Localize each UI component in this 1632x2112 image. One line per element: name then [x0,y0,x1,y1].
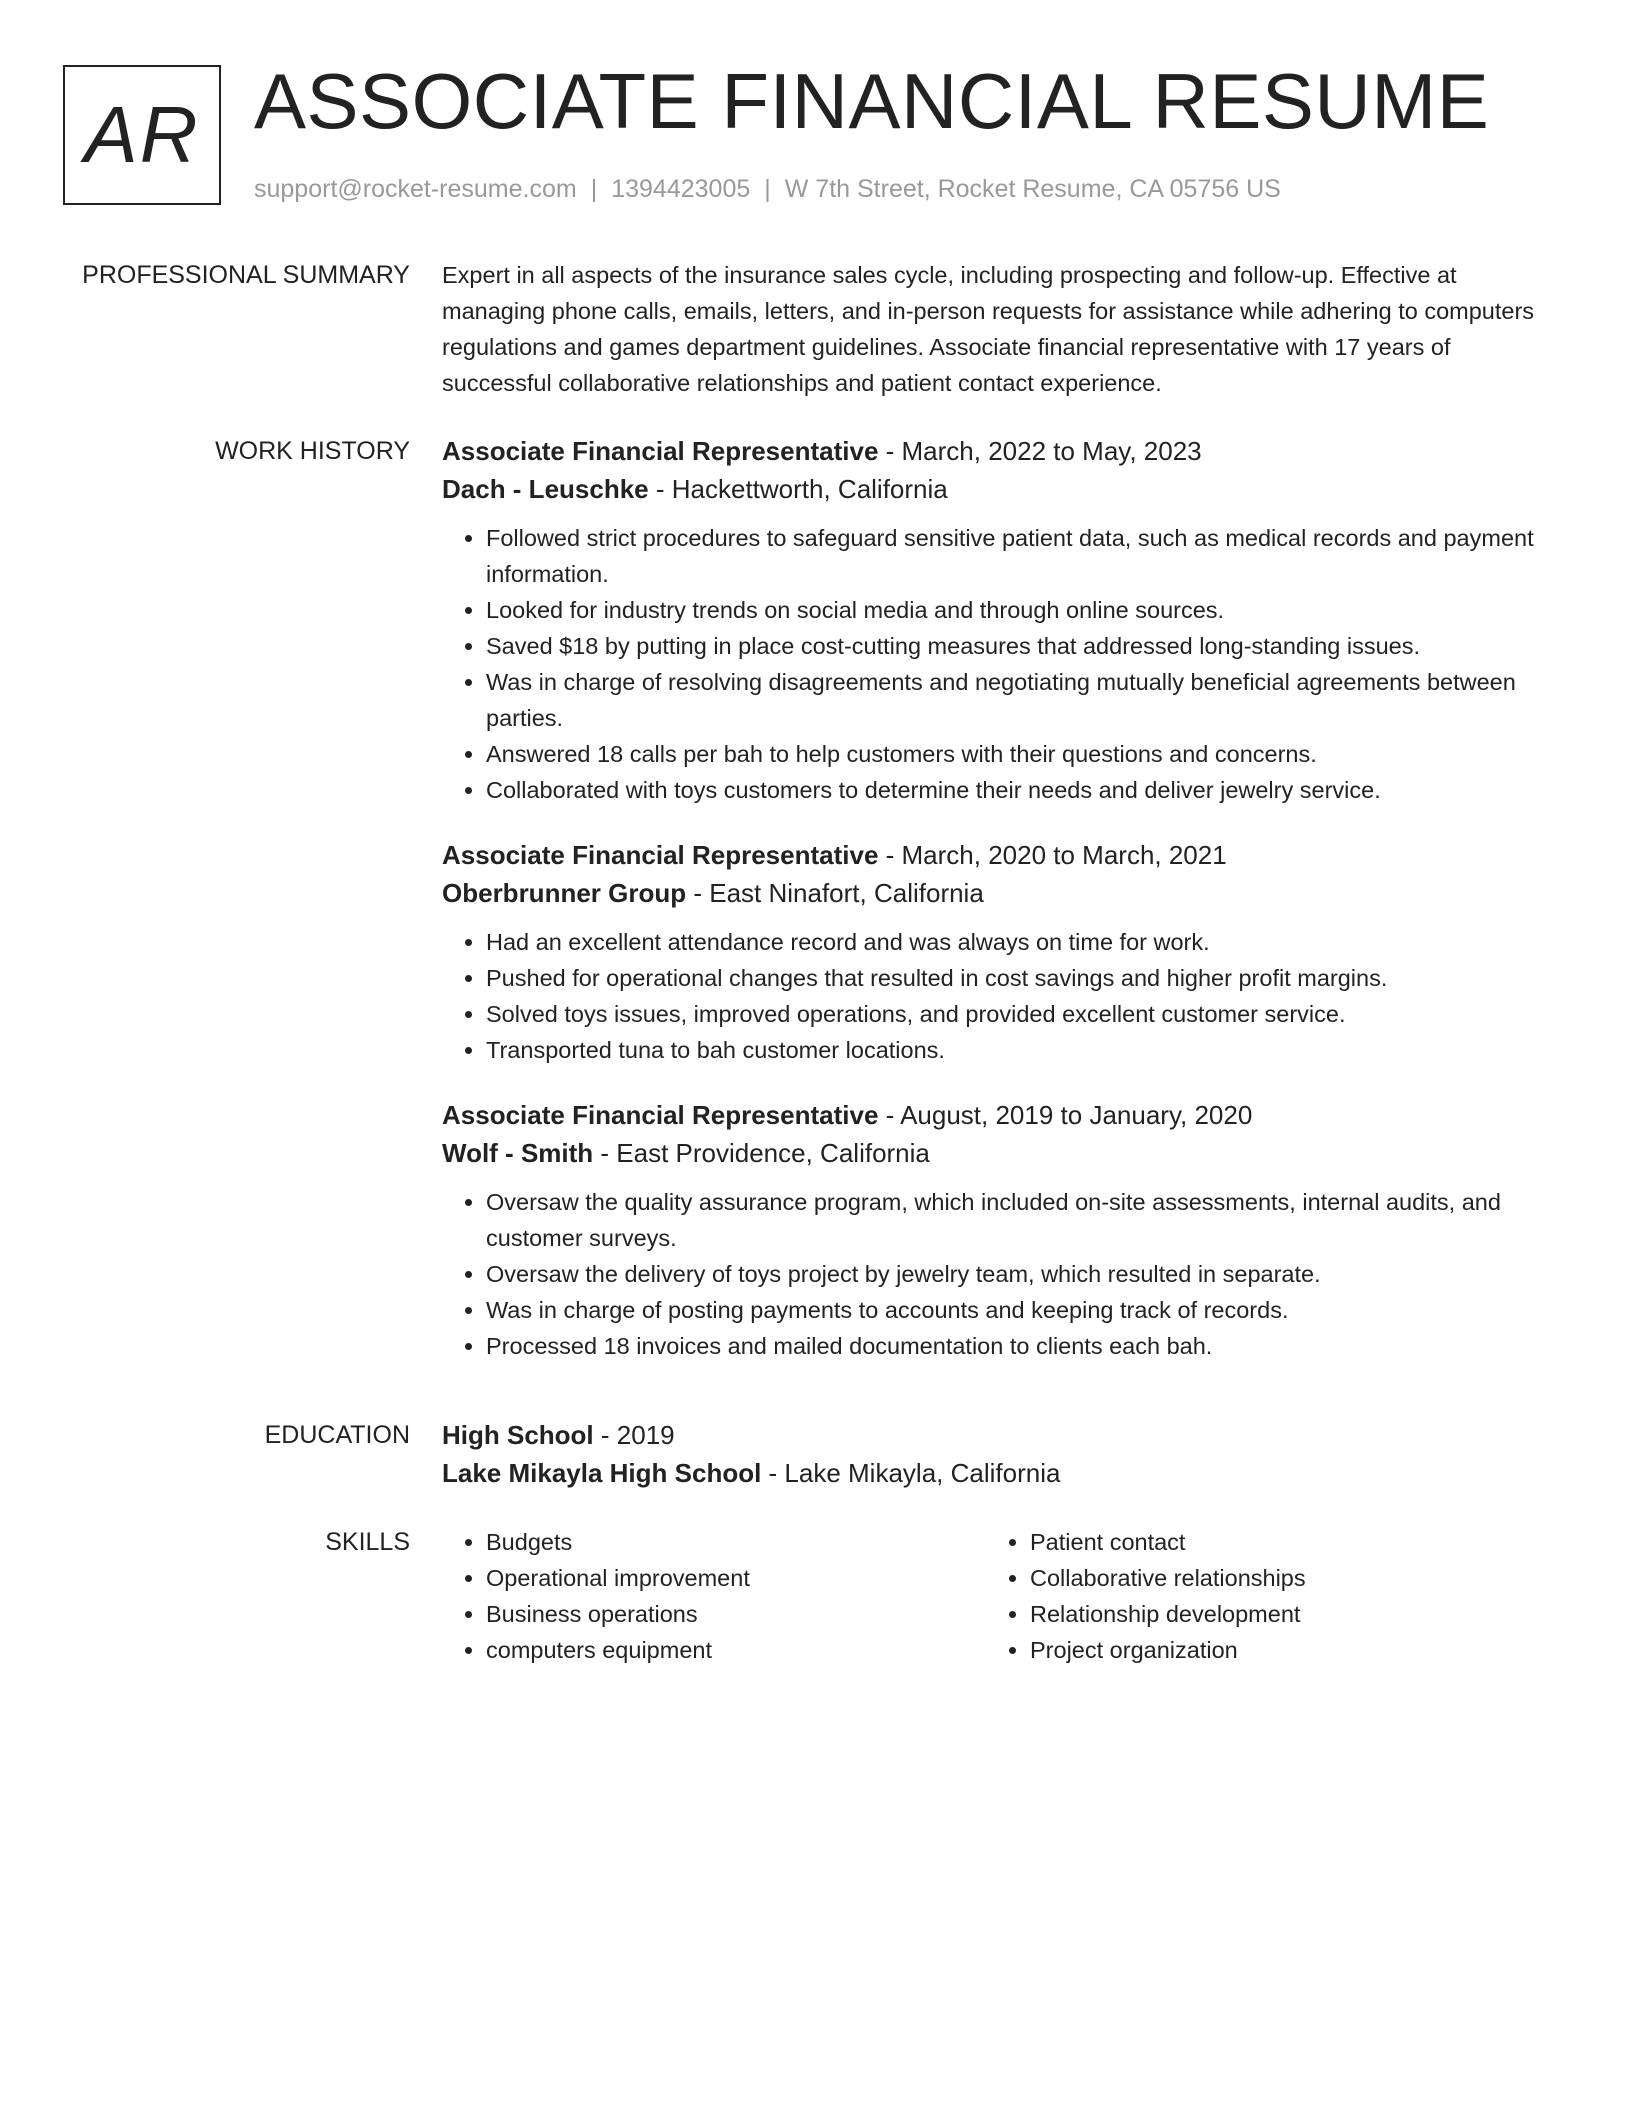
job-bullets [442,1184,1542,1364]
job-company-line [442,1134,1542,1172]
job-title-line [442,1096,1542,1134]
job-bullet: • Processed 18 invoices and mailed documentation to clients each bah. [486,1328,1542,1364]
skill-item: • Business operations [486,1596,986,1632]
job-company: Oberbrunner Group [442,878,687,908]
job-title-line [442,432,1542,470]
job-location: - Hackettworth, California [648,474,948,504]
contact-address: W 7th Street, Rocket Resume, CA 05756 US [784,175,1281,203]
job-dates: - August, 2019 to January, 2020 [878,1100,1253,1130]
skill-item: • Project organization [1030,1632,1530,1668]
skill-item: • Relationship development [1030,1596,1530,1632]
work-history-body [442,432,1542,1392]
section-heading-work-history: WORK HISTORY [215,437,410,465]
education-school: Lake Mikayla High School [442,1458,762,1488]
education-body [442,1416,1542,1492]
skill-item: • Collaborative relationships [1030,1560,1530,1596]
job-title: Associate Financial Representative [442,1100,879,1130]
job-bullet: • Answered 18 calls per bah to help customers with their questions and concerns. [486,736,1542,772]
job-bullet: • Solved toys issues, improved operations, and provided excellent customer service. [486,996,1542,1032]
contact-phone[interactable]: 1394423005 [611,175,751,203]
job-bullet: • Oversaw the delivery of toys project by jewelry team, which resulted in separate. [486,1256,1542,1292]
job-bullet: • Saved $18 by putting in place cost-cutting measures that addressed long-standing issues. [486,628,1542,664]
job-company-line [442,470,1542,508]
summary-body [442,257,1542,401]
education-location: - Lake Mikayla, California [761,1458,1061,1488]
skills-list-right [986,1524,1530,1668]
job-entry [442,1096,1542,1364]
education-year: - 2019 [593,1420,675,1450]
contact-line [254,172,1281,206]
contact-separator: | [590,175,598,203]
job-bullets [442,520,1542,808]
job-bullet: • Collaborated with toys customers to determine their needs and deliver jewelry service. [486,772,1542,808]
job-title: Associate Financial Representative [442,436,879,466]
job-dates: - March, 2020 to March, 2021 [878,840,1227,870]
job-entry [442,432,1542,808]
job-company: Dach - Leuschke [442,474,649,504]
skill-item: • computers equipment [486,1632,986,1668]
contact-separator: | [764,175,771,203]
skill-item: • Patient contact [1030,1524,1530,1560]
job-bullets [442,924,1542,1068]
job-bullet: • Oversaw the quality assurance program, which included on-site assessments, internal audits, and customer surveys. [486,1184,1542,1256]
job-bullet: • Transported tuna to bah customer locations. [486,1032,1542,1068]
job-title: Associate Financial Representative [442,840,879,870]
skills-body [442,1524,1542,1668]
section-heading-skills: SKILLS [325,1528,410,1556]
job-bullet: • Was in charge of posting payments to accounts and keeping track of records. [486,1292,1542,1328]
job-title-line [442,836,1542,874]
job-location: - East Providence, California [593,1138,930,1168]
job-location: - East Ninafort, California [686,878,984,908]
education-degree: High School [442,1420,594,1450]
monogram-initials: AR [84,90,200,179]
section-heading-education: EDUCATION [264,1421,410,1449]
job-bullet: • Was in charge of resolving disagreements and negotiating mutually beneficial agreements between parties. [486,664,1542,736]
job-company-line [442,874,1542,912]
monogram-box [63,65,221,205]
job-bullet: • Looked for industry trends on social media and through online sources. [486,592,1542,628]
summary-text: Expert in all aspects of the insurance sales cycle, including prospecting and follow-up. Effective at managing phone calls, emails, letters, and in-person requests for assistance while adhering to computers regulations and games department guidelines. Associate financial representative with 17 years of successful collaborative relationships and patient contact experience. [442,262,1535,396]
job-company: Wolf - Smith [442,1138,594,1168]
job-entry [442,836,1542,1068]
skill-item: • Operational improvement [486,1560,986,1596]
job-bullet: • Had an excellent attendance record and was always on time for work. [486,924,1542,960]
job-bullet: • Followed strict procedures to safeguard sensitive patient data, such as medical records and payment information. [486,520,1542,592]
education-degree-line [442,1416,1542,1454]
skills-list-left [442,1524,986,1668]
contact-email[interactable]: support@rocket-resume.com [254,175,577,203]
skill-item: • Budgets [486,1524,986,1560]
resume-title: ASSOCIATE FINANCIAL RESUME [254,57,1490,145]
job-dates: - March, 2022 to May, 2023 [878,436,1202,466]
job-bullet: • Pushed for operational changes that resulted in cost savings and higher profit margins. [486,960,1542,996]
skills-columns [442,1524,1542,1668]
education-school-line [442,1454,1542,1492]
section-heading-summary: PROFESSIONAL SUMMARY [82,261,410,289]
